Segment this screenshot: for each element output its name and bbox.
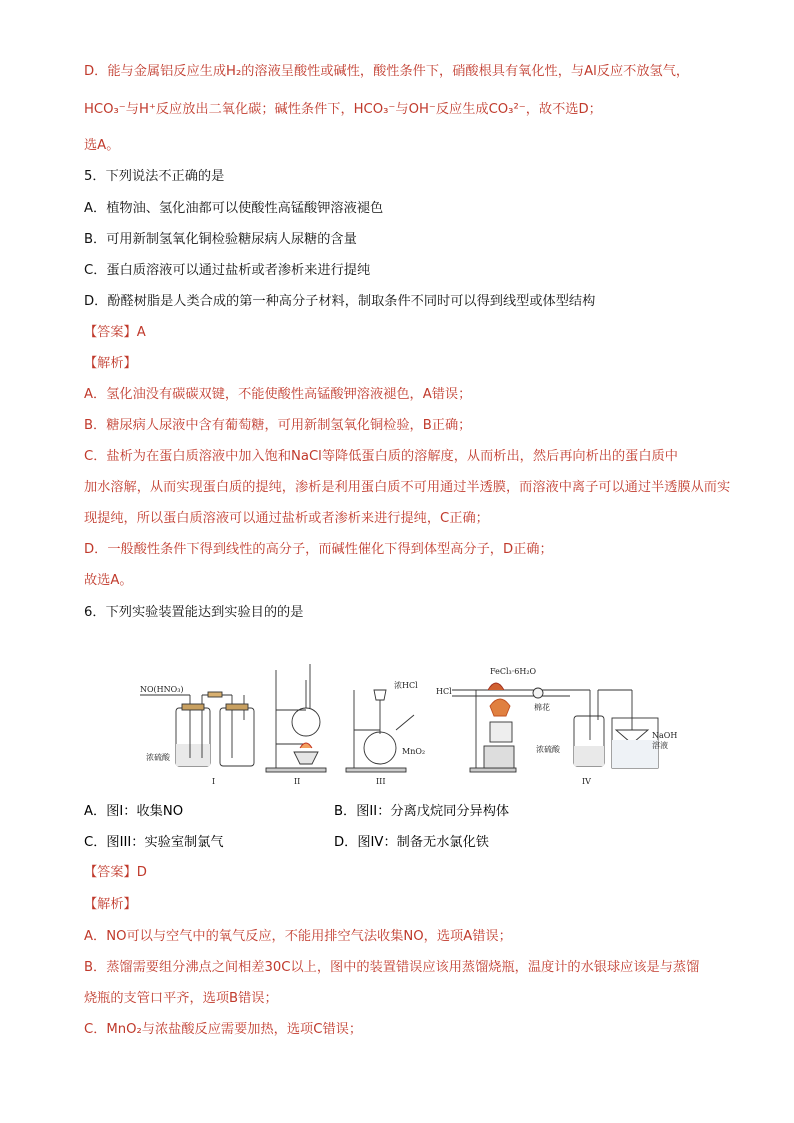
q5-option-a: A．植物油、氢化油都可以使酸性高锰酸钾溶液褪色: [84, 201, 384, 216]
label-iv-acid: 浓硫酸: [536, 745, 560, 754]
q5-explanation-d: D．一般酸性条件下得到线性的高分子，而碱性催化下得到体型高分子，D正确；: [84, 542, 553, 557]
label-iv-hcl: HCl: [436, 687, 452, 696]
q6-answer: 【答案】D: [84, 865, 147, 880]
apparatus-iv: [452, 683, 658, 772]
q6-options-row-1: [84, 802, 724, 822]
q5-answer: 【答案】A: [84, 325, 146, 340]
q5-explanation-c-3: 现提纯，所以蛋白质溶液可以通过盐析或者渗析来进行提纯，C正确；: [84, 511, 489, 526]
q6-explanation-a: A．NO可以与空气中的氧气反应，不能用排空气法收集NO，选项A错误；: [84, 929, 512, 944]
label-iii-number: III: [376, 777, 386, 786]
label-i-acid: 浓硫酸: [146, 753, 170, 762]
apparatus-ii: [266, 664, 326, 772]
label-iv-fecl3: FeCl₃·6H₂O: [490, 667, 537, 676]
q6-option-d: D．图IV：制备无水氯化铁: [334, 835, 489, 850]
q5-option-c: C．蛋白质溶液可以通过盐析或者渗析来进行提纯: [84, 263, 371, 278]
q5-conclusion: 故选A。: [84, 573, 133, 588]
q5-option-b: B．可用新制氢氧化铜检验糖尿病人尿糖的含量: [84, 232, 357, 247]
prev-d-conclusion: 选A。: [84, 138, 120, 153]
prev-d-line-1: D．能与金属铝反应生成H₂的溶液呈酸性或碱性，酸性条件下，硝酸根具有氧化性，与Al反应不放氢气，: [84, 64, 690, 79]
label-i-gas: NO(HNO₃): [140, 685, 184, 694]
q6-stem: 6．下列实验装置能达到实验目的的是: [84, 605, 304, 620]
q6-option-b: B．图II：分离戊烷同分异构体: [334, 804, 510, 819]
q6-analysis-heading: 【解析】: [84, 897, 137, 912]
q5-explanation-c-1: C．盐析为在蛋白质溶液中加入饱和NaCl等降低蛋白质的溶解度，从而析出，然后再向析出的蛋白质中: [84, 449, 678, 464]
q6-options-row-2: [84, 833, 724, 853]
q5-explanation-a: A．氢化油没有碳碳双键，不能使酸性高锰酸钾溶液褪色，A错误；: [84, 387, 472, 402]
label-iv-number: IV: [582, 777, 591, 786]
q5-option-d: D．酚醛树脂是人类合成的第一种高分子材料，制取条件不同时可以得到线型或体型结构: [84, 294, 596, 309]
label-iii-hcl: 浓HCl: [394, 681, 418, 690]
q6-explanation-b-1: B．蒸馏需要组分沸点之间相差30C以上，图中的装置错误应该用蒸馏烧瓶，温度计的水银球应该是与蒸馏: [84, 960, 700, 975]
q5-stem: 5．下列说法不正确的是: [84, 169, 225, 184]
apparatus-iii: [346, 690, 414, 772]
q6-explanation-c: C．MnO₂与浓盐酸反应需要加热，选项C错误；: [84, 1022, 363, 1037]
q5-analysis-heading: 【解析】: [84, 356, 137, 371]
label-iv-solution: 溶液: [652, 741, 668, 750]
label-iii-mno2: MnO₂: [402, 747, 426, 756]
q6-option-a: A．图I：收集NO: [84, 804, 184, 819]
label-i-number: I: [212, 777, 216, 786]
q5-explanation-c-2: 加水溶解，从而实现蛋白质的提纯，渗析是利用蛋白质不可用通过半透膜，而溶液中离子可以通过半透膜从而实: [84, 480, 731, 495]
apparatus-figure: [140, 660, 680, 790]
q6-explanation-b-2: 烧瓶的支管口平齐，选项B错误；: [84, 991, 278, 1006]
label-iv-cotton: 棉花: [534, 703, 550, 712]
label-ii-number: II: [294, 777, 301, 786]
q6-option-c: C．图III：实验室制氯气: [84, 835, 224, 850]
prev-d-line-2: HCO₃⁻与H⁺反应放出二氧化碳；碱性条件下，HCO₃⁻与OH⁻反应生成CO₃²⁻，故不选D；: [84, 102, 602, 117]
q5-explanation-b: B．糖尿病人尿液中含有葡萄糖，可用新制氢氧化铜检验，B正确；: [84, 418, 472, 433]
label-iv-naoh: NaOH: [652, 731, 678, 740]
apparatus-diagram: [140, 660, 680, 790]
